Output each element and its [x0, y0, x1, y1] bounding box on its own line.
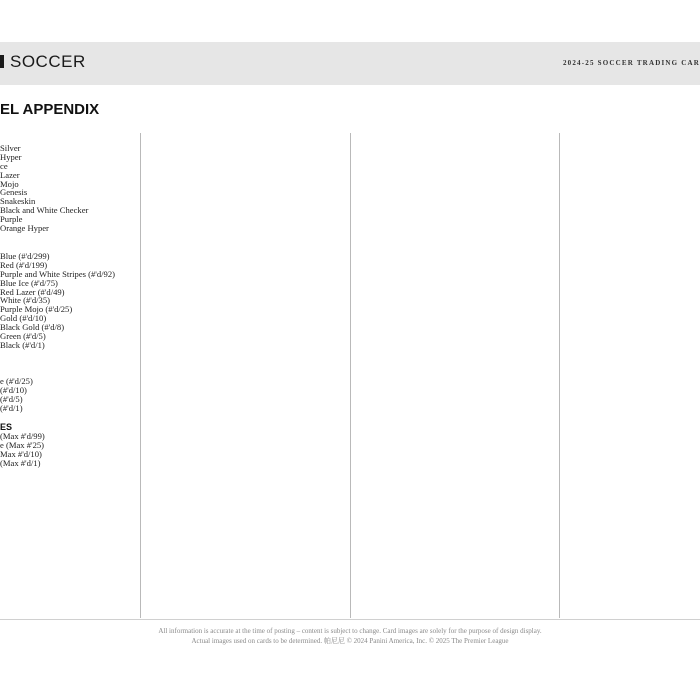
parallel-list-fourth	[0, 432, 45, 468]
list-item: Lazer	[0, 169, 20, 180]
brand-logo	[0, 52, 86, 72]
list-item: White (#'d/35)	[0, 295, 50, 306]
list-item: Purple and White Stripes (#'d/92)	[0, 268, 116, 279]
list-item: Genesis	[0, 187, 28, 198]
list-item: Green (#'d/5)	[0, 331, 46, 342]
list-item: Mojo	[0, 178, 19, 189]
list-item: (#'d/1)	[0, 402, 23, 413]
list-item: e (Max #'25)	[0, 439, 45, 450]
footer-disclaimer	[0, 627, 700, 646]
list-item: Purple	[0, 214, 23, 225]
list-item: Red Lazer (#'d/49)	[0, 286, 65, 297]
list-item: ce	[0, 160, 8, 171]
list-item: Snakeskin	[0, 196, 36, 207]
list-item: Black and White Checker	[0, 205, 89, 216]
list-item: Orange Hyper	[0, 223, 49, 234]
column-divider	[140, 133, 141, 618]
list-item: (#'d/10)	[0, 384, 27, 395]
list-item: (Max #'d/1)	[0, 457, 41, 468]
list-item: Gold (#'d/10)	[0, 313, 47, 324]
column-divider	[559, 133, 560, 618]
footer-line: All information is accurate at the time of posting – content is subject to change. Card images are solely for the purpose of design display.	[158, 627, 542, 635]
list-item: Black Gold (#'d/8)	[0, 322, 65, 333]
list-item: Blue (#'d/299)	[0, 251, 50, 261]
footer-line: Actual images used on cards to be determined. 帕尼尼 © 2024 Panini America, Inc. © 2025 The Premier League	[191, 636, 509, 645]
footer-divider	[0, 619, 700, 620]
list-item: Hyper	[0, 151, 22, 162]
list-item: (#'d/5)	[0, 393, 23, 404]
list-item: Purple Mojo (#'d/25)	[0, 304, 73, 315]
brand-text: SOCCER	[10, 52, 86, 71]
parallel-list-third	[0, 377, 33, 413]
list-item: e (#'d/25)	[0, 376, 33, 386]
parallel-list-base	[0, 144, 88, 233]
header-product-title: 2024-25 SOCCER TRADING CAR	[562, 59, 700, 67]
parallel-list-numbered	[0, 252, 115, 350]
brand-mark-icon	[0, 55, 4, 68]
list-item: Red (#'d/199)	[0, 259, 48, 270]
list-item: Blue Ice (#'d/75)	[0, 277, 58, 288]
column-divider	[350, 133, 351, 618]
list-item: Max #'d/10)	[0, 448, 42, 459]
page-title: EL APPENDIX	[0, 101, 100, 118]
list-item: (Max #'d/99)	[0, 431, 45, 441]
list-item: Black (#'d/1)	[0, 339, 45, 350]
list-item: Silver	[0, 143, 21, 153]
section-heading: ES	[0, 422, 13, 432]
